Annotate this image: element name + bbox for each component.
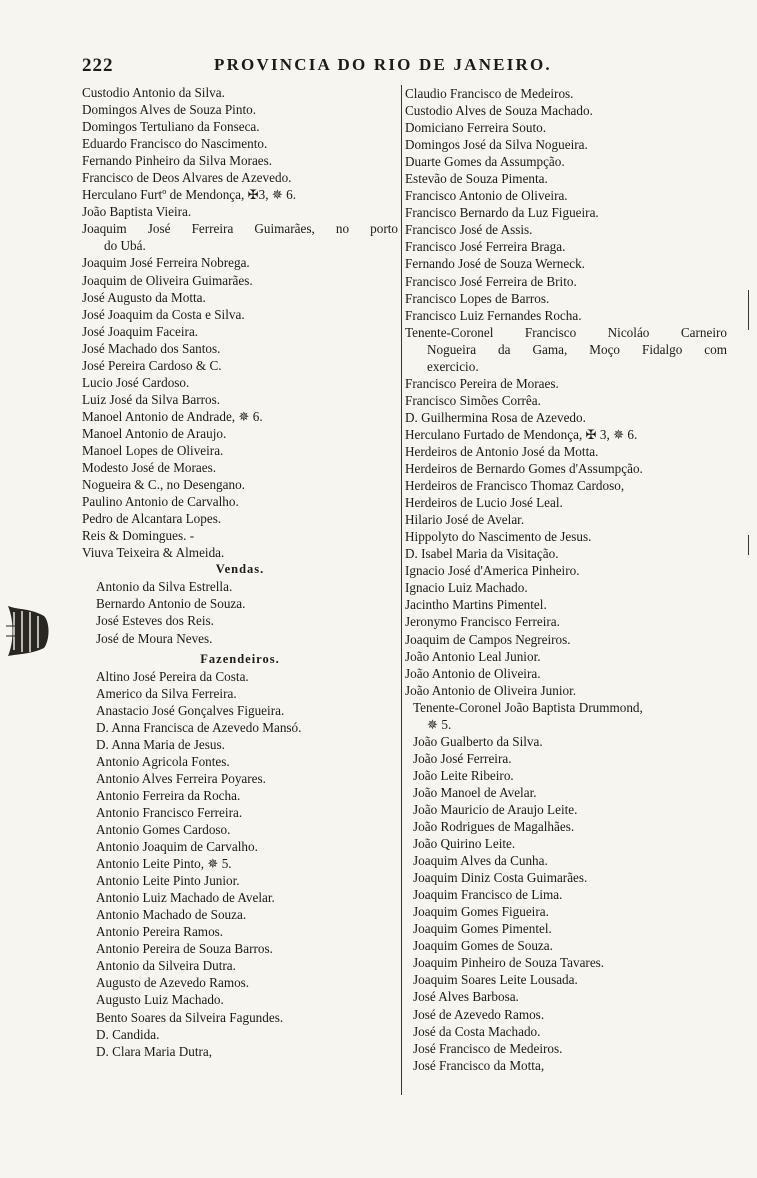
long-entry: Joaquim José Ferreira Guimarães, no porto bbox=[82, 221, 398, 237]
tenente-entry-1: Tenente-Coronel Francisco Nicoláo Carneiro bbox=[405, 324, 727, 340]
fazendeiros-list bbox=[82, 668, 398, 1060]
list-item: Francisco José Ferreira Braga. bbox=[405, 239, 566, 255]
list-item: Paulino Antonio de Carvalho. bbox=[82, 494, 239, 510]
list-item: Lucio José Cardoso. bbox=[82, 374, 190, 390]
list-item: João Antonio Leal Junior. bbox=[405, 648, 541, 664]
list-item: Francisco Luiz Fernandes Rocha. bbox=[405, 307, 582, 323]
list-item: Joaquim Gomes Figueira. bbox=[413, 904, 549, 920]
list-item: José de Azevedo Ramos. bbox=[413, 1006, 545, 1022]
list-item: José Pereira Cardoso & C. bbox=[82, 357, 222, 373]
list-item: Duarte Gomes da Assumpção. bbox=[405, 154, 565, 170]
list-item: José Francisco de Medeiros. bbox=[413, 1040, 563, 1056]
list-item: Pedro de Alcantara Lopes. bbox=[82, 511, 222, 527]
list-item: Custodio Alves de Souza Machado. bbox=[405, 103, 593, 119]
list-item: Francisco José de Assis. bbox=[405, 222, 533, 238]
list-item: Antonio Luiz Machado de Avelar. bbox=[96, 890, 275, 906]
list-item: José Machado dos Santos. bbox=[82, 340, 221, 356]
right-names-part3 bbox=[405, 733, 727, 1074]
margin-mark bbox=[748, 290, 749, 330]
list-item: Antonio Agricola Fontes. bbox=[96, 753, 230, 769]
list-item: D. Candida. bbox=[96, 1026, 160, 1042]
left-column bbox=[82, 84, 398, 1060]
list-item: Antonio Leite Pinto, ✵ 5. bbox=[96, 856, 232, 872]
list-item: Francisco Lopes de Barros. bbox=[405, 290, 550, 306]
list-item: Antonio Ferreira da Rocha. bbox=[96, 787, 241, 803]
list-item: José Esteves dos Reis. bbox=[96, 613, 214, 629]
list-item: Altino José Pereira da Costa. bbox=[96, 668, 249, 684]
list-item: Joaquim Pinheiro de Souza Tavares. bbox=[413, 955, 605, 971]
list-item: José Alves Barbosa. bbox=[413, 989, 519, 1005]
tenente-entry-1-cont2: exercicio. bbox=[427, 358, 479, 374]
list-item: João Quirino Leite. bbox=[413, 836, 516, 852]
tenente-entry-1-cont: Nogueira da Gama, Moço Fidalgo com bbox=[427, 341, 727, 357]
list-item: Herdeiros de Bernardo Gomes d'Assumpção. bbox=[405, 461, 643, 477]
list-item: Antonio Gomes Cardoso. bbox=[96, 822, 231, 838]
list-item: Reis & Domingues. - bbox=[82, 528, 195, 544]
list-item: Hippolyto do Nascimento de Jesus. bbox=[405, 529, 592, 545]
list-item: Ignacio José d'America Pinheiro. bbox=[405, 563, 580, 579]
list-item: Herdeiros de Antonio José da Motta. bbox=[405, 443, 599, 459]
list-item: Joaquim de Oliveira Guimarães. bbox=[82, 272, 253, 288]
list-item: João Gualberto da Silva. bbox=[413, 733, 543, 749]
list-item: Francisco de Deos Alvares de Azevedo. bbox=[82, 170, 292, 186]
list-item: D. Anna Maria de Jesus. bbox=[96, 736, 225, 752]
margin-mark bbox=[748, 535, 749, 555]
list-item: Antonio da Silva Estrella. bbox=[96, 579, 233, 595]
list-item: Hilario José de Avelar. bbox=[405, 512, 525, 528]
left-names-part1 bbox=[82, 84, 398, 220]
list-item: Domingos José da Silva Nogueira. bbox=[405, 137, 588, 153]
list-item: Francisco Pereira de Moraes. bbox=[405, 375, 559, 391]
list-item: D. Guilhermina Rosa de Azevedo. bbox=[405, 409, 586, 425]
list-item: João José Ferreira. bbox=[413, 750, 512, 766]
list-item: José Joaquim Faceira. bbox=[82, 323, 199, 339]
list-item: José da Costa Machado. bbox=[413, 1023, 541, 1039]
list-item: Manoel Antonio de Andrade, ✵ 6. bbox=[82, 408, 263, 424]
list-item: Francisco Bernardo da Luz Figueira. bbox=[405, 205, 599, 221]
list-item: D. Anna Francisca de Azevedo Mansó. bbox=[96, 719, 302, 735]
list-item: Francisco José Ferreira de Brito. bbox=[405, 273, 577, 289]
list-item: Fernando José de Souza Werneck. bbox=[405, 256, 585, 272]
list-item: João Mauricio de Araujo Leite. bbox=[413, 801, 578, 817]
vendas-heading: Vendas. bbox=[215, 562, 265, 577]
list-item: Jeronymo Francisco Ferreira. bbox=[405, 614, 560, 630]
list-item: Francisco Antonio de Oliveira. bbox=[405, 188, 568, 204]
list-item: Antonio Pereira de Souza Barros. bbox=[96, 941, 273, 957]
list-item: Joaquim de Campos Negreiros. bbox=[405, 631, 571, 647]
list-item: Augusto de Azevedo Ramos. bbox=[96, 975, 250, 991]
list-item: Ignacio Luiz Machado. bbox=[405, 580, 528, 596]
list-item: Augusto Luiz Machado. bbox=[96, 992, 224, 1008]
list-item: Manoel Lopes de Oliveira. bbox=[82, 442, 224, 458]
tenente-entry-2-cont: ✵ 5. bbox=[427, 716, 452, 732]
list-item: Joaquim Diniz Costa Guimarães. bbox=[413, 870, 588, 886]
list-item: Viuva Teixeira & Almeida. bbox=[82, 545, 225, 561]
list-item: Joaquim Soares Leite Lousada. bbox=[413, 972, 578, 988]
list-item: Antonio Joaquim de Carvalho. bbox=[96, 839, 258, 855]
list-item: João Baptista Vieira. bbox=[82, 204, 192, 220]
list-item: Eduardo Francisco do Nascimento. bbox=[82, 136, 268, 152]
page-number: 222 bbox=[82, 55, 114, 76]
running-title: PROVINCIA DO RIO DE JANEIRO. bbox=[214, 55, 552, 74]
list-item: Joaquim Alves da Cunha. bbox=[413, 853, 548, 869]
list-item: Anastacio José Gonçalves Figueira. bbox=[96, 702, 285, 718]
vendas-list bbox=[82, 578, 398, 646]
list-item: Estevão de Souza Pimenta. bbox=[405, 171, 548, 187]
list-item: Modesto José de Moraes. bbox=[82, 460, 217, 476]
tenente-entry-2: Tenente-Coronel João Baptista Drummond, bbox=[413, 699, 643, 715]
list-item: Antonio da Silveira Dutra. bbox=[96, 958, 236, 974]
list-item: Joaquim Gomes de Souza. bbox=[413, 938, 553, 954]
list-item: José Augusto da Motta. bbox=[82, 289, 206, 305]
list-item: Claudio Francisco de Medeiros. bbox=[405, 86, 574, 101]
right-names-part2 bbox=[405, 375, 727, 699]
list-item: Antonio Machado de Souza. bbox=[96, 907, 247, 923]
list-item: Antonio Leite Pinto Junior. bbox=[96, 873, 240, 889]
list-item: Domingos Tertuliano da Fonseca. bbox=[82, 119, 260, 135]
list-item: Joaquim José Ferreira Nobrega. bbox=[82, 255, 250, 271]
list-item: Joaquim Francisco de Lima. bbox=[413, 887, 563, 903]
list-item: João Manoel de Avelar. bbox=[413, 784, 537, 800]
list-item: Antonio Pereira Ramos. bbox=[96, 924, 224, 940]
list-item: Herculano Furtº de Mendonça, ✠3, ✵ 6. bbox=[82, 187, 297, 203]
list-item: Bento Soares da Silveira Fagundes. bbox=[96, 1009, 284, 1025]
long-entry-continuation: do Ubá. bbox=[104, 238, 146, 254]
list-item: João Rodrigues de Magalhães. bbox=[413, 819, 575, 835]
right-names-part1 bbox=[405, 85, 727, 324]
list-item: Americo da Silva Ferreira. bbox=[96, 685, 237, 701]
list-item: João Leite Ribeiro. bbox=[413, 767, 514, 783]
list-item: José de Moura Neves. bbox=[96, 630, 213, 646]
list-item: Antonio Francisco Ferreira. bbox=[96, 804, 243, 820]
list-item: Luiz José da Silva Barros. bbox=[82, 391, 221, 407]
list-item: Antonio Alves Ferreira Poyares. bbox=[96, 770, 266, 786]
left-names-part2 bbox=[82, 254, 398, 561]
ship-ornament-icon bbox=[4, 596, 52, 662]
list-item: Nogueira & C., no Desengano. bbox=[82, 477, 245, 493]
list-item: Domingos Alves de Souza Pinto. bbox=[82, 102, 256, 118]
list-item: Herculano Furtado de Mendonça, ✠ 3, ✵ 6. bbox=[405, 426, 638, 442]
list-item: João Antonio de Oliveira. bbox=[405, 665, 541, 681]
list-item: João Antonio de Oliveira Junior. bbox=[405, 682, 577, 698]
list-item: Francisco Simões Corrêa. bbox=[405, 392, 541, 408]
fazendeiros-heading: Fazendeiros. bbox=[200, 651, 280, 666]
list-item: Joaquim Gomes Pimentel. bbox=[413, 921, 552, 937]
list-item: José Francisco da Motta, bbox=[413, 1057, 545, 1073]
list-item: Herdeiros de Lucio José Leal. bbox=[405, 495, 563, 511]
list-item: Custodio Antonio da Silva. bbox=[82, 85, 225, 100]
list-item: D. Isabel Maria da Visitação. bbox=[405, 546, 559, 562]
list-item: José Joaquim da Costa e Silva. bbox=[82, 306, 245, 322]
right-column bbox=[401, 85, 727, 1095]
list-item: Jacintho Martins Pimentel. bbox=[405, 597, 547, 613]
list-item: D. Clara Maria Dutra, bbox=[96, 1043, 213, 1059]
list-item: Bernardo Antonio de Souza. bbox=[96, 596, 246, 612]
list-item: Herdeiros de Francisco Thomaz Cardoso, bbox=[405, 478, 625, 494]
list-item: Manoel Antonio de Araujo. bbox=[82, 425, 227, 441]
list-item: Fernando Pinheiro da Silva Moraes. bbox=[82, 153, 273, 169]
list-item: Domiciano Ferreira Souto. bbox=[405, 120, 546, 136]
